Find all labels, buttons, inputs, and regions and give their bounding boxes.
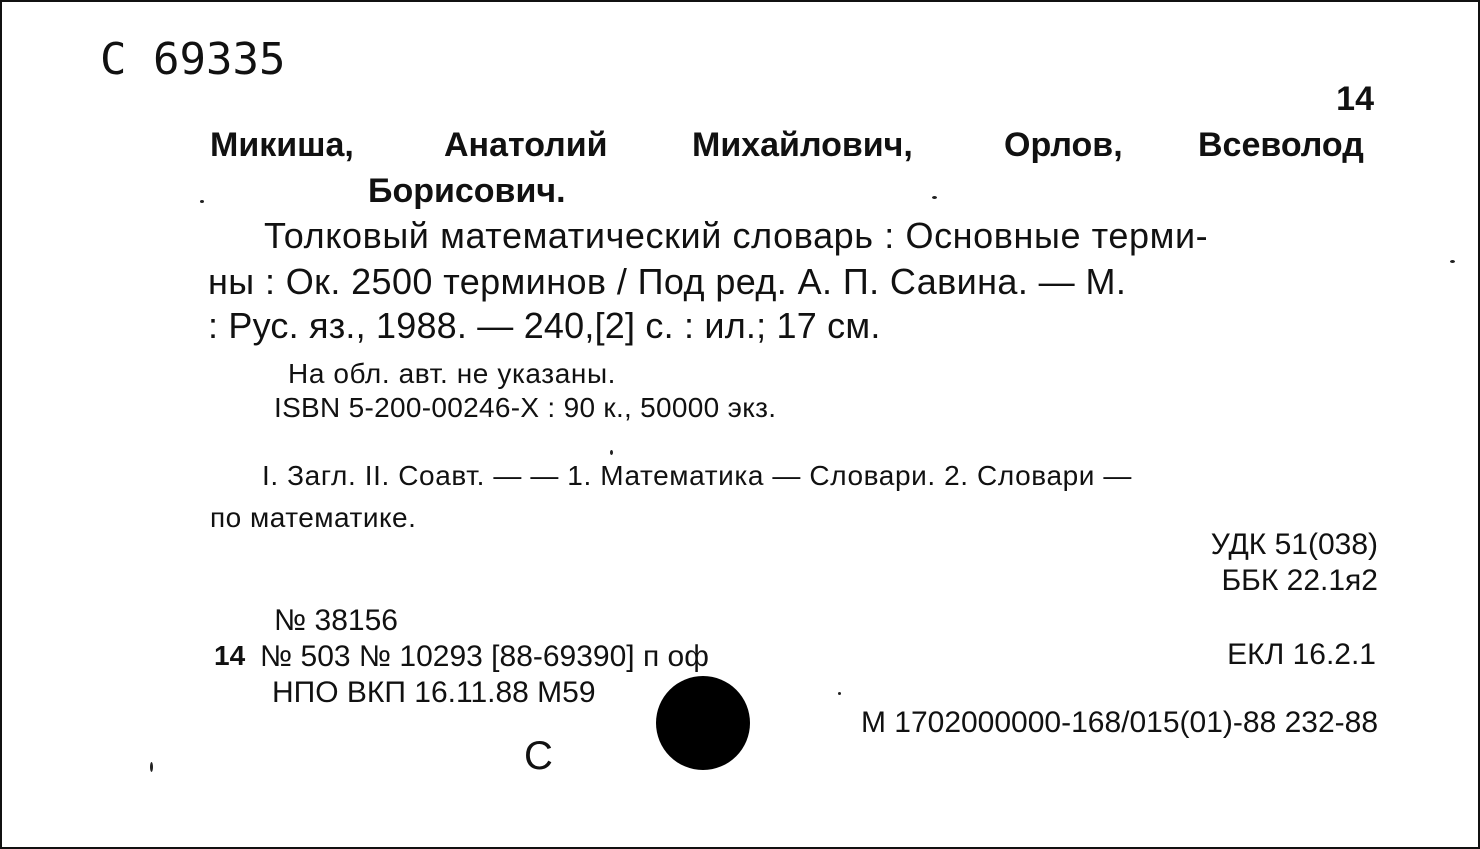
print-speck [1450,260,1455,263]
print-speck [838,692,841,695]
author-word: Микиша, [210,126,354,164]
inventory-prefix: 14 [214,640,246,671]
author-word: Михайлович, [692,126,913,164]
print-speck [150,762,153,772]
author-word: Всеволод [1198,126,1364,164]
tracing-line: I. Загл. II. Соавт. — — 1. Математика — Словари. 2. Словари — [262,460,1133,491]
author-word: Орлов, [1004,126,1123,164]
udk-code: УДК 51(038) [1210,528,1378,561]
note-cover: На обл. авт. не указаны. [288,358,617,389]
page-number: 14 [1336,80,1374,118]
author-word: Борисович. [368,172,566,210]
order-number: № 503 № 10293 [88-69390] п оф [260,640,709,673]
author-word: Анатолий [444,126,608,164]
card-number: С 69335 [100,34,286,85]
publisher-code: М 1702000000-168/015(01)-88 232-88 [860,706,1378,739]
tracing-line: по математике. [210,502,417,533]
description-line: ны : Ок. 2500 терминов / Под ред. А. П. Савина. — М. [208,261,1127,302]
inventory-number: № 38156 [274,604,398,637]
ekl-code: ЕКЛ 16.2.1 [1227,638,1376,671]
isbn-line: ISBN 5-200-00246-X : 90 к., 50000 экз. [274,392,777,423]
printer-line: НПО ВКП 16.11.88 М59 [272,676,596,709]
letter-mark: С [524,734,553,778]
description-line: : Рус. яз., 1988. — 240,[2] с. : ил.; 17 см. [208,305,881,346]
description-line: Толковый математический словарь : Основные терми- [264,215,1209,256]
print-speck [610,450,613,455]
punch-hole [656,676,750,770]
print-speck [200,200,204,203]
print-speck [932,196,937,199]
bbk-code: ББК 22.1я2 [1221,564,1378,597]
